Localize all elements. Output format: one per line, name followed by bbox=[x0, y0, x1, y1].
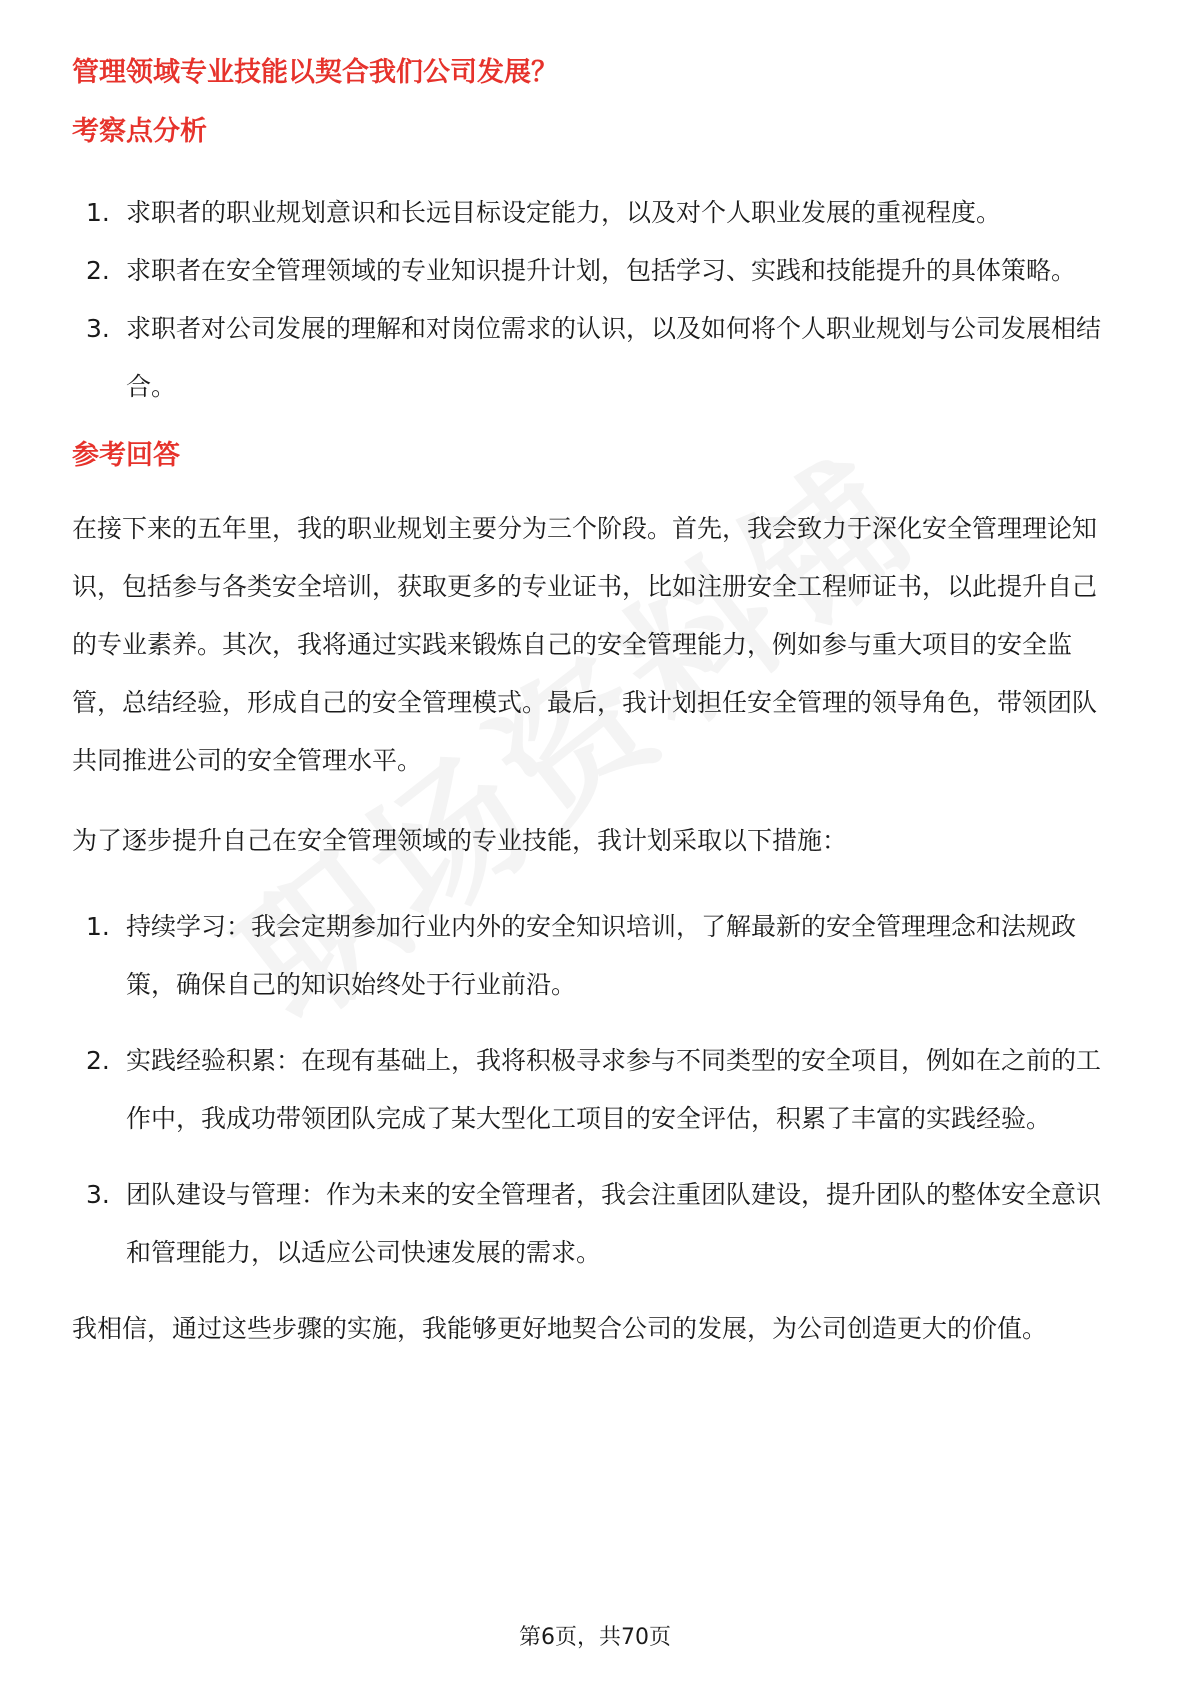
list-item-text: 团队建设与管理：作为未来的安全管理者，我会注重团队建设，提升团队的整体安全意识和管理能力，以适应公司快速发展的需求。 bbox=[126, 1180, 1102, 1267]
answer-closing-paragraph: 我相信，通过这些步骤的实施，我能够更好地契合公司的发展，为公司创造更大的价值。 bbox=[72, 1314, 1048, 1343]
list-item bbox=[72, 1166, 1118, 1282]
list-item-text: 求职者在安全管理领域的专业知识提升计划，包括学习、实践和技能提升的具体策略。 bbox=[126, 256, 1077, 285]
list-number: 1. bbox=[86, 912, 110, 941]
list-number: 2. bbox=[86, 256, 110, 285]
answer-intro-paragraph: 在接下来的五年里，我的职业规划主要分为三个阶段。首先，我会致力于深化安全管理理论知识，包括参与各类安全培训，获取更多的专业证书，比如注册安全工程师证书，以此提升自己的专业素养。其次，我将通过实践来锻炼自己的安全管理能力，例如参与重大项目的安全监管，总结经验，形成自己的安全管理模式。最后，我计划担任安全管理的领导角色，带领团队共同推进公司的安全管理水平。 bbox=[72, 514, 1098, 775]
list-item bbox=[72, 184, 1118, 242]
list-number: 3. bbox=[86, 1180, 110, 1209]
list-item-text: 求职者对公司发展的理解和对岗位需求的认识，以及如何将个人职业规划与公司发展相结合。 bbox=[126, 314, 1102, 401]
list-item-text: 持续学习：我会定期参加行业内外的安全知识培训，了解最新的安全管理理念和法规政策，确保自己的知识始终处于行业前沿。 bbox=[126, 912, 1077, 999]
list-number: 3. bbox=[86, 314, 110, 343]
list-item bbox=[72, 242, 1118, 300]
list-number: 2. bbox=[86, 1046, 110, 1075]
answer-heading: 参考回答 bbox=[72, 440, 180, 471]
list-item bbox=[72, 1032, 1118, 1148]
measures-list bbox=[72, 898, 1118, 1282]
analysis-list bbox=[72, 184, 1118, 416]
answer-lead-paragraph: 为了逐步提升自己在安全管理领域的专业技能，我计划采取以下措施： bbox=[72, 826, 848, 855]
page-footer bbox=[0, 1620, 1190, 1651]
list-number: 1. bbox=[86, 198, 110, 227]
list-item-text: 求职者的职业规划意识和长远目标设定能力，以及对个人职业发展的重视程度。 bbox=[126, 198, 1002, 227]
analysis-heading: 考察点分析 bbox=[72, 116, 207, 147]
question-title: 管理领域专业技能以契合我们公司发展？ bbox=[72, 57, 558, 88]
list-item bbox=[72, 898, 1118, 1014]
page-number: 第6页，共70页 bbox=[519, 1625, 671, 1650]
list-item bbox=[72, 300, 1118, 416]
list-item-text: 实践经验积累：在现有基础上，我将积极寻求参与不同类型的安全项目，例如在之前的工作中，我成功带领团队完成了某大型化工项目的安全评估，积累了丰富的实践经验。 bbox=[126, 1046, 1102, 1133]
